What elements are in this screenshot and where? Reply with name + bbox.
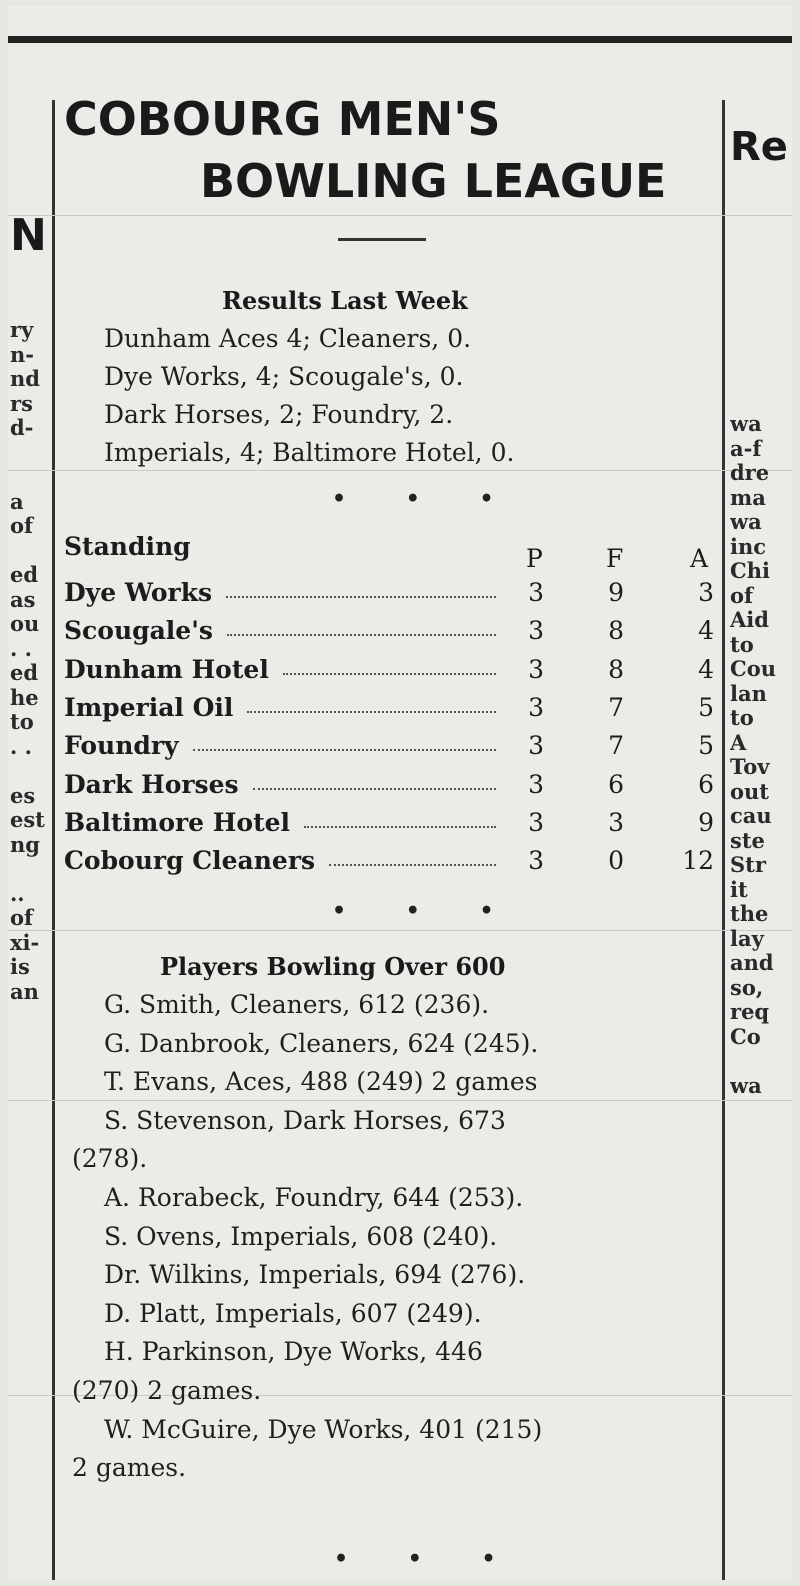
headline-line-2: BOWLING LEAGUE	[200, 154, 667, 208]
column-fragment: . .	[10, 635, 32, 661]
dot-leader	[283, 673, 496, 675]
standing-a-value: 5	[698, 692, 714, 722]
column-fragment: n-	[10, 341, 34, 367]
dot-leader	[227, 634, 496, 636]
standing-col-a: A	[690, 544, 709, 573]
column-fragment: he	[10, 684, 39, 710]
column-fragment: d-	[10, 415, 34, 440]
standing-p-value: 3	[528, 731, 544, 761]
standing-a-value: 6	[698, 769, 714, 799]
standing-row	[64, 846, 714, 876]
player-line: (278).	[72, 1144, 148, 1174]
standing-a-value: 9	[698, 807, 714, 837]
standing-f-value: 0	[608, 846, 624, 876]
column-rule-right	[722, 100, 725, 1580]
standing-a-value: 5	[698, 731, 714, 761]
separator: • • •	[332, 486, 520, 512]
players-title: Players Bowling Over 600	[160, 952, 506, 981]
column-fragment: of	[10, 513, 34, 538]
column-fragment: Cou	[730, 656, 776, 681]
standing-row	[64, 578, 714, 608]
fold-line	[8, 215, 792, 216]
column-fragment	[10, 441, 50, 466]
team-name: Dye Works	[64, 578, 213, 607]
standing-col-p: P	[526, 544, 543, 573]
fold-line	[8, 1100, 792, 1101]
dot-leader	[193, 749, 496, 751]
team-name: Cobourg Cleaners	[64, 846, 316, 876]
player-line: 2 games.	[72, 1453, 187, 1483]
column-fragment: an	[10, 978, 39, 1004]
result-line: Dark Horses, 2; Foundry, 2.	[104, 400, 454, 429]
column-fragment: A	[730, 729, 747, 755]
standing-f-value: 7	[608, 731, 624, 761]
standing-a-value: 3	[698, 578, 714, 607]
column-fragment	[10, 857, 50, 882]
player-line: Dr. Wilkins, Imperials, 694 (276).	[104, 1260, 526, 1290]
standing-f-value: 9	[608, 578, 624, 607]
column-fragment: so,	[730, 974, 764, 1000]
standing-col-f: F	[606, 544, 624, 573]
column-fragment: lay	[730, 925, 764, 951]
fold-line	[8, 930, 792, 931]
standing-row	[64, 693, 714, 723]
column-fragment: ste	[730, 827, 765, 853]
team-name: Dunham Hotel	[64, 654, 269, 684]
column-fragment: of	[730, 582, 754, 608]
top-rule	[8, 36, 792, 43]
column-fragment: as	[10, 586, 36, 612]
column-fragment: wa	[730, 412, 762, 436]
column-fragment: ng	[10, 831, 40, 857]
headline-rule	[338, 238, 426, 241]
column-fragment	[10, 465, 50, 490]
column-fragment: is	[10, 954, 30, 979]
column-fragment: Aid	[730, 607, 769, 632]
team-name: Imperial Oil	[64, 692, 234, 722]
column-fragment: wa	[730, 1072, 762, 1098]
standing-p-value: 3	[528, 616, 544, 646]
column-fragment: Tov	[730, 754, 770, 779]
standing-row	[64, 655, 714, 685]
column-fragment: Chi	[730, 558, 770, 583]
standing-p-value: 3	[528, 692, 544, 722]
dot-leader	[247, 711, 496, 713]
team-name: Dark Horses	[64, 769, 239, 799]
column-fragment: to	[10, 709, 34, 734]
fold-line	[8, 470, 792, 471]
standing-p-value: 3	[528, 654, 544, 684]
column-fragment: to	[730, 631, 754, 657]
column-fragment: lan	[730, 680, 767, 706]
separator: • • •	[332, 898, 520, 924]
column-fragment: and	[730, 950, 774, 975]
column-fragment: ed	[10, 562, 39, 587]
standing-row	[64, 770, 714, 800]
column-fragment: out	[730, 778, 769, 804]
standing-row	[64, 616, 714, 646]
standing-f-value: 3	[608, 807, 624, 837]
left-column-fragments	[10, 318, 50, 1004]
column-fragment	[10, 539, 50, 564]
team-name: Foundry	[64, 731, 179, 761]
standing-row	[64, 731, 714, 761]
dot-leader	[304, 826, 496, 828]
column-fragment	[730, 1049, 792, 1074]
standing-a-value: 4	[698, 616, 714, 646]
result-line: Dunham Aces 4; Cleaners, 0.	[104, 324, 472, 353]
player-line: G. Danbrook, Cleaners, 624 (245).	[104, 1028, 539, 1058]
column-fragment: rs	[10, 390, 33, 416]
player-line: G. Smith, Cleaners, 612 (236).	[104, 990, 490, 1019]
column-fragment: inc	[730, 533, 767, 559]
column-fragment: dre	[730, 460, 770, 485]
standing-f-value: 6	[608, 769, 624, 799]
dot-leader	[226, 596, 496, 598]
column-fragment	[10, 759, 50, 784]
column-fragment: to	[730, 705, 754, 730]
left-column-headline-fragment: N	[10, 210, 47, 261]
player-line: T. Evans, Aces, 488 (249) 2 games	[104, 1067, 538, 1097]
column-fragment: req	[730, 999, 770, 1024]
standing-f-value: 7	[608, 692, 624, 722]
player-line: S. Ovens, Imperials, 608 (240).	[104, 1221, 498, 1251]
column-fragment: est	[10, 807, 45, 832]
column-fragment: a-f	[730, 435, 762, 461]
column-fragment: ma	[730, 484, 766, 510]
standing-f-value: 8	[608, 654, 624, 684]
dot-leader	[253, 788, 496, 790]
column-fragment: ed	[10, 660, 39, 685]
column-fragment: . .	[10, 733, 32, 759]
column-fragment: of	[10, 905, 34, 930]
column-fragment: cau	[730, 803, 772, 828]
player-line: W. McGuire, Dye Works, 401 (215)	[104, 1414, 543, 1444]
column-fragment: ou	[10, 611, 40, 636]
column-fragment: ry	[10, 318, 34, 342]
column-fragment: a	[10, 488, 24, 514]
column-fragment: ..	[10, 880, 25, 906]
standing-a-value: 4	[698, 654, 714, 684]
standing-row	[64, 808, 714, 838]
results-title: Results Last Week	[222, 286, 468, 315]
dot-leader	[329, 864, 496, 866]
column-fragment: es	[10, 782, 36, 808]
standing-p-value: 3	[528, 769, 544, 799]
column-fragment: nd	[10, 366, 40, 391]
team-name: Baltimore Hotel	[64, 807, 291, 837]
standing-a-value: 12	[682, 846, 714, 876]
player-line: D. Platt, Imperials, 607 (249).	[104, 1298, 482, 1328]
standing-p-value: 3	[528, 807, 544, 837]
player-line: A. Rorabeck, Foundry, 644 (253).	[104, 1183, 524, 1212]
right-column-headline-fragment: Re	[730, 124, 788, 170]
column-fragment: wa	[730, 509, 762, 534]
column-fragment: Co	[730, 1023, 761, 1049]
player-line: (270) 2 games.	[72, 1376, 262, 1405]
column-fragment: Str	[730, 852, 766, 877]
separator: • • •	[334, 1546, 522, 1572]
headline-line-1: COBOURG MEN'S	[64, 92, 501, 146]
column-fragment: xi-	[10, 929, 40, 955]
right-column-fragments	[730, 412, 792, 1098]
column-fragment: the	[730, 901, 769, 926]
column-rule-left	[52, 100, 55, 1580]
standing-p-value: 3	[528, 578, 544, 607]
result-line: Imperials, 4; Baltimore Hotel, 0.	[104, 438, 515, 467]
standing-f-value: 8	[608, 616, 624, 646]
player-line: H. Parkinson, Dye Works, 446	[104, 1337, 483, 1367]
team-name: Scougale's	[64, 616, 213, 646]
result-line: Dye Works, 4; Scougale's, 0.	[104, 362, 464, 391]
standing-title: Standing	[64, 532, 191, 561]
player-line: S. Stevenson, Dark Horses, 673	[104, 1105, 506, 1135]
standing-p-value: 3	[528, 846, 544, 876]
column-fragment: it	[730, 876, 748, 902]
